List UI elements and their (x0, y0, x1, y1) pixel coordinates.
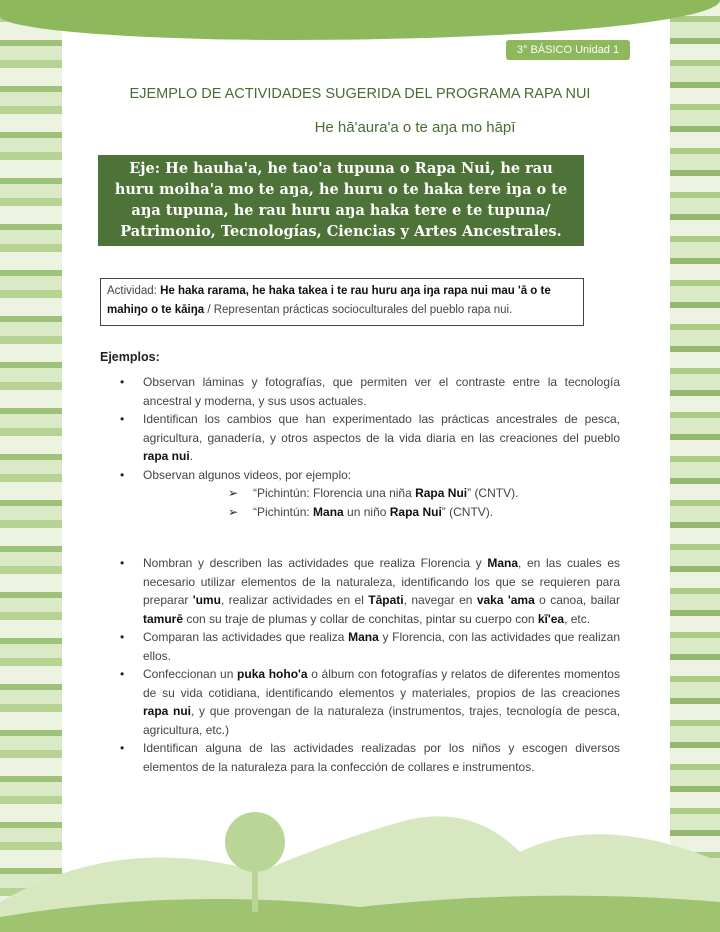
text-segment: “Pichintún: (253, 504, 314, 519)
list-item-text (143, 468, 351, 482)
text-segment: . (189, 449, 194, 463)
bold-term: puka hoho'a (237, 667, 308, 681)
text-segment: Nombran y describen las actividades que realiza Florencia y (143, 556, 488, 570)
list-item (118, 739, 620, 776)
bold-term: Tāpati (368, 593, 404, 607)
text-segment: y Florencia, con las actividades que realizan ellos. (143, 630, 620, 663)
bold-term: 'umu (192, 593, 221, 607)
bold-term: Mana (313, 504, 344, 519)
bold-term: He haka rarama, he haka takea i te rau huru aŋa iŋa rapa nui mau 'ā o te mahiŋo o te kāiŋa (107, 285, 551, 316)
bold-term: rapa nui (143, 449, 190, 463)
text-segment: , navegar en (403, 593, 477, 607)
text-segment: Observan láminas y fotografías, que permiten ver el contraste entre la tecnología ancestral y moderna, y sus usos actuales. (143, 375, 620, 408)
page-subtitle: He hā'aura'a o te aŋa mo hāpī (314, 119, 516, 136)
text-segment: “Pichintún: Florencia una niña (253, 486, 416, 500)
text-segment: Identifican alguna de las actividades realizadas por los niños y escogen diversos elementos de la naturaleza para la confección de collares e instrumentos. (143, 741, 620, 774)
bold-term: Mana (487, 556, 519, 570)
bold-term: vaka 'ama (476, 593, 535, 607)
eje-box: Eje: He hauha'a, he tao'a tupuna o Rapa Nui, he rau huru moiha'a mo te aŋa, he huru o te haka tere iŋa o te aŋa tupuna, he rau huru aŋa haka tere e te tupuna/ Patrimonio, Tecnologías, Ciencias y Artes Ancestrales. (98, 155, 584, 246)
list-item (118, 628, 620, 665)
tree-trunk (252, 852, 258, 912)
video-list (143, 484, 620, 521)
bold-term: rapa nui (143, 704, 192, 718)
list-item (118, 466, 620, 522)
text-segment: o álbum con fotografías y relatos de diferentes momentos de su vida cotidiana, identificando elementos y materiales, propios de las creaciones (143, 667, 620, 700)
text-segment: ” (CNTV). (441, 504, 494, 519)
list-item (118, 554, 620, 628)
landscape-silhouette (0, 792, 720, 932)
bold-term: Mana (348, 630, 379, 644)
text-segment: o canoa, bailar (534, 593, 620, 607)
bold-term: tamurē (143, 611, 184, 626)
bold-term: Rapa Nui (415, 486, 468, 500)
text-segment: , en las cuales es necesario utilizar elementos de la naturaleza, identificando los que se requieren para preparar (143, 556, 620, 607)
text-segment: , etc. (564, 611, 591, 626)
list-item (118, 373, 620, 410)
text-segment: Identifican los cambios que han experimentado las prácticas ancestrales de pesca, agricultura, ganadería, y otros aspectos de la vida diaria en las creaciones del pueblo (143, 412, 620, 445)
text-segment: Actividad: (107, 285, 161, 297)
list-item (118, 665, 620, 739)
ejemplos-heading: Ejemplos: (100, 350, 160, 364)
text-segment: , y que provengan de la naturaleza (instrumentos, trajes, tecnología de pesca, agricultura, etc.) (143, 704, 620, 737)
text-segment: / Representan prácticas socioculturales del pueblo rapa nui. (204, 304, 513, 316)
bold-term: kī'ea (537, 611, 565, 626)
text-segment: Confeccionan un (143, 667, 238, 681)
examples-list-1 (118, 373, 620, 521)
text-segment: ” (CNTV). (467, 486, 519, 500)
actividad-box (100, 278, 584, 326)
grade-badge: 3° BÁSICO Unidad 1 (506, 40, 630, 60)
examples-list-2 (118, 554, 620, 776)
text-segment: Comparan las actividades que realiza (143, 630, 349, 644)
video-item (228, 484, 620, 503)
text-segment: un niño (343, 504, 390, 519)
top-banner (0, 0, 720, 40)
text-segment: con su traje de plumas y collar de conchitas, pintar su cuerpo con (183, 611, 538, 626)
bold-term: Rapa Nui (389, 504, 442, 519)
text-segment: Observan algunos videos, por ejemplo: (143, 467, 352, 482)
page-title: EJEMPLO DE ACTIVIDADES SUGERIDA DEL PROGRAMA RAPA NUI (129, 86, 591, 102)
video-item (228, 503, 620, 522)
text-segment: , realizar actividades en el (220, 593, 369, 607)
list-item (118, 410, 620, 466)
